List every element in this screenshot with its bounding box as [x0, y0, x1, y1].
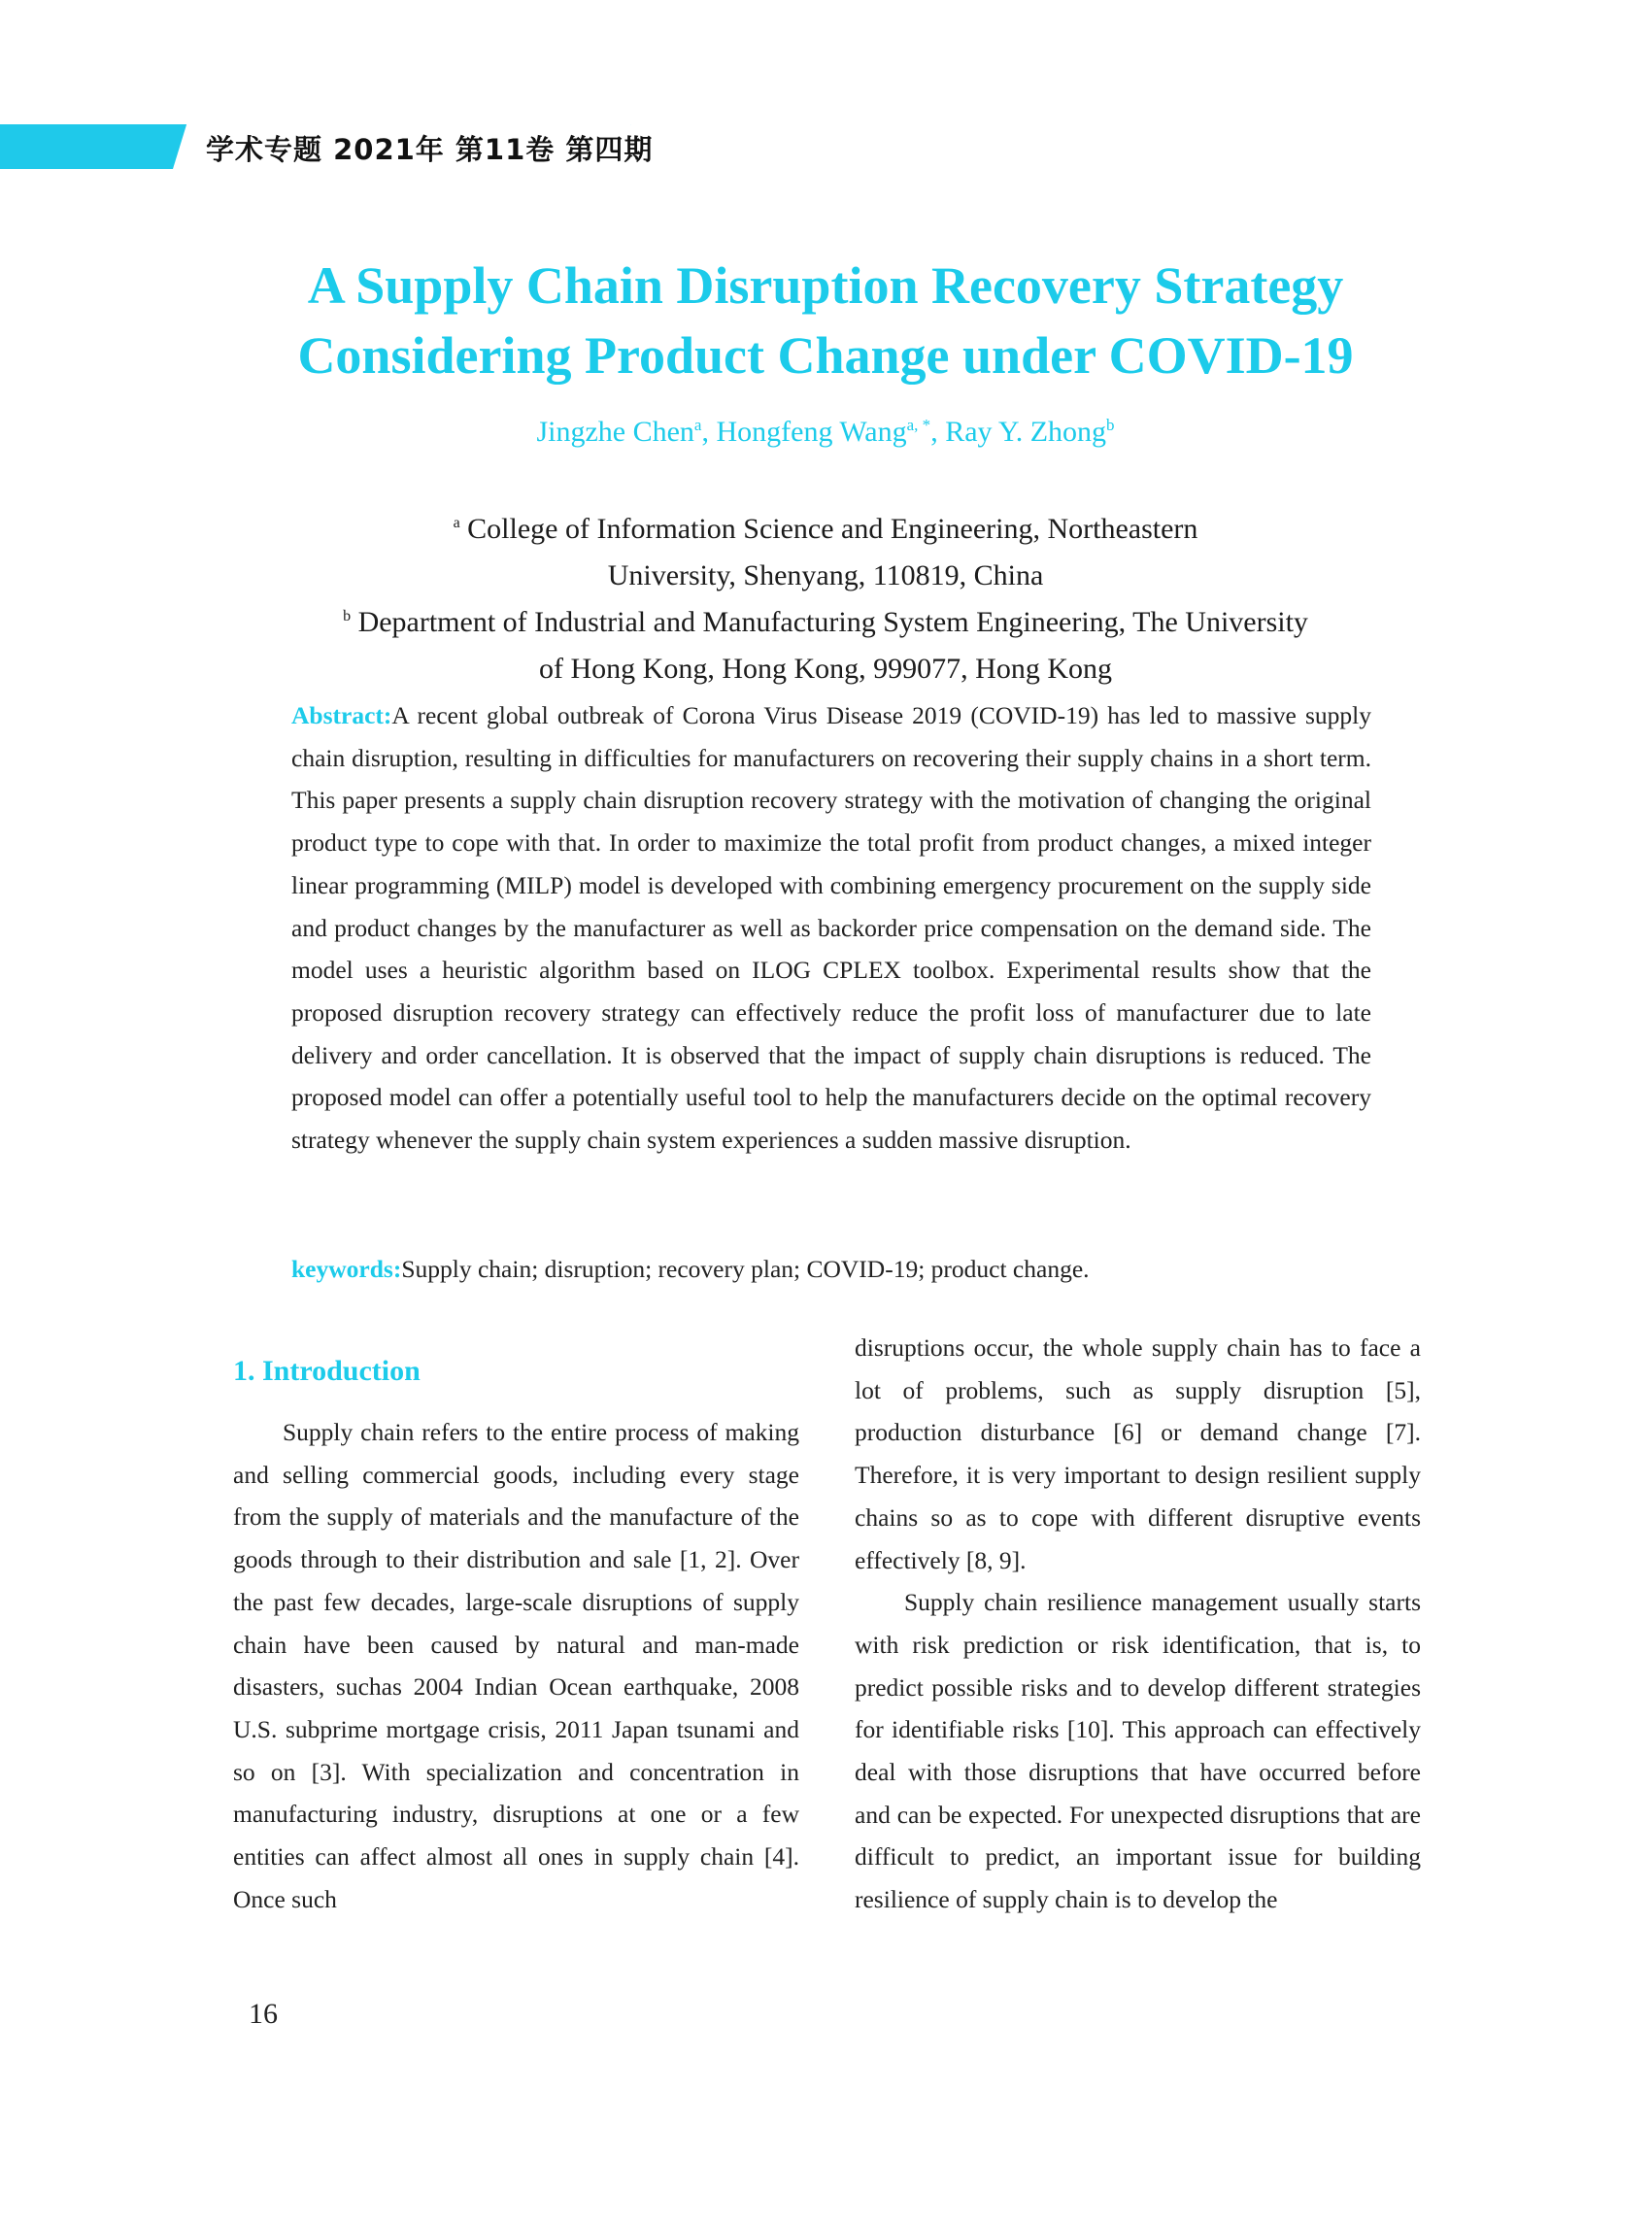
- affiliation-line: College of Information Science and Engineering, Northeastern: [467, 513, 1198, 545]
- title-line-2: Considering Product Change under COVID-19: [297, 326, 1354, 385]
- keywords-label: keywords:: [291, 1255, 402, 1283]
- author-sup: a, *: [906, 416, 931, 434]
- affiliation-line: Department of Industrial and Manufacturing System Engineering, The University: [357, 606, 1308, 638]
- paragraph: Supply chain refers to the entire process of making and selling commercial goods, including every stage from the supply of materials and the manufacture of the goods through to their distribution and sale [1, 2]. Over the past few decades, large-scale disruptions of supply chain have been caused by natural and man-made disasters, suchas 2004 Indian Ocean earthquake, 2008 U.S. subprime mortgage crisis, 2011 Japan tsunami and so on [3]. With specialization and concentration in manufacturing industry, disruptions at one or a few entities can affect almost all ones in supply chain [4]. Once such: [233, 1418, 799, 1913]
- left-column: [233, 1411, 799, 1920]
- paper-title: [194, 251, 1457, 390]
- abstract-label: Abstract:: [291, 701, 392, 729]
- affiliation-line: of Hong Kong, Hong Kong, 999077, Hong Kong: [539, 653, 1112, 685]
- journal-info: 学术专题 2021年 第11卷 第四期: [206, 133, 654, 166]
- author-sep: ,: [930, 416, 946, 448]
- right-column: [855, 1327, 1421, 1921]
- keywords: [291, 1250, 1371, 1289]
- section-heading: 1. Introduction: [233, 1355, 421, 1387]
- author-sep: ,: [701, 416, 717, 448]
- paragraph: Supply chain resilience management usually starts with risk prediction or risk identification, that is, to predict possible risks and to develop different strategies for identifiable risks [10]. This approach can effectively deal with those disruptions that have occurred before and can be expected. For unexpected disruptions that are difficult to predict, an important issue for building resilience of supply chain is to develop the: [855, 1588, 1421, 1914]
- keywords-text: Supply chain; disruption; recovery plan; COVID-19; product change.: [401, 1255, 1090, 1283]
- paragraph: disruptions occur, the whole supply chain has to face a lot of problems, such as supply disruption [5], production disturbance [6] or demand change [7]. Therefore, it is very important to design resilient supply chains so as to cope with different disruptive events effectively [8, 9].: [855, 1333, 1421, 1574]
- affiliation-a: [243, 500, 1408, 599]
- affiliation-sup: a: [453, 515, 460, 531]
- abstract: [291, 694, 1371, 1162]
- author-name: Ray Y. Zhong: [945, 416, 1107, 448]
- author-sup: b: [1106, 416, 1115, 434]
- author-sup: a: [693, 416, 702, 434]
- author-name: Hongfeng Wang: [716, 416, 907, 448]
- affiliation-sup: b: [343, 608, 352, 624]
- title-line-1: A Supply Chain Disruption Recovery Strategy: [307, 256, 1344, 315]
- author-list: [194, 416, 1457, 449]
- author-name: Jingzhe Chen: [536, 416, 694, 448]
- affiliation-line: University, Shenyang, 110819, China: [607, 559, 1044, 591]
- abstract-text: A recent global outbreak of Corona Virus Disease 2019 (COVID-19) has led to massive supply chain disruption, resulting in difficulties for manufacturers on recovering their supply chains in a short term. This paper presents a supply chain disruption recovery strategy with the motivation of changing the original product type to cope with that. In order to maximize the total profit from product changes, a mixed integer linear programming (MILP) model is developed with combining emergency procurement on the supply side and product changes by the manufacturer as well as backorder price compensation on the demand side. The model uses a heuristic algorithm based on ILOG CPLEX toolbox. Experimental results show that the proposed disruption recovery strategy can effectively reduce the profit loss of manufacturer due to late delivery and order cancellation. It is observed that the impact of supply chain disruptions is reduced. The proposed model can offer a potentially useful tool to help the manufacturers decide on the optimal recovery strategy whenever the supply chain system experiences a sudden massive disruption.: [291, 701, 1371, 1155]
- page-number: 16: [249, 1998, 278, 2030]
- affiliation-b: [243, 593, 1408, 692]
